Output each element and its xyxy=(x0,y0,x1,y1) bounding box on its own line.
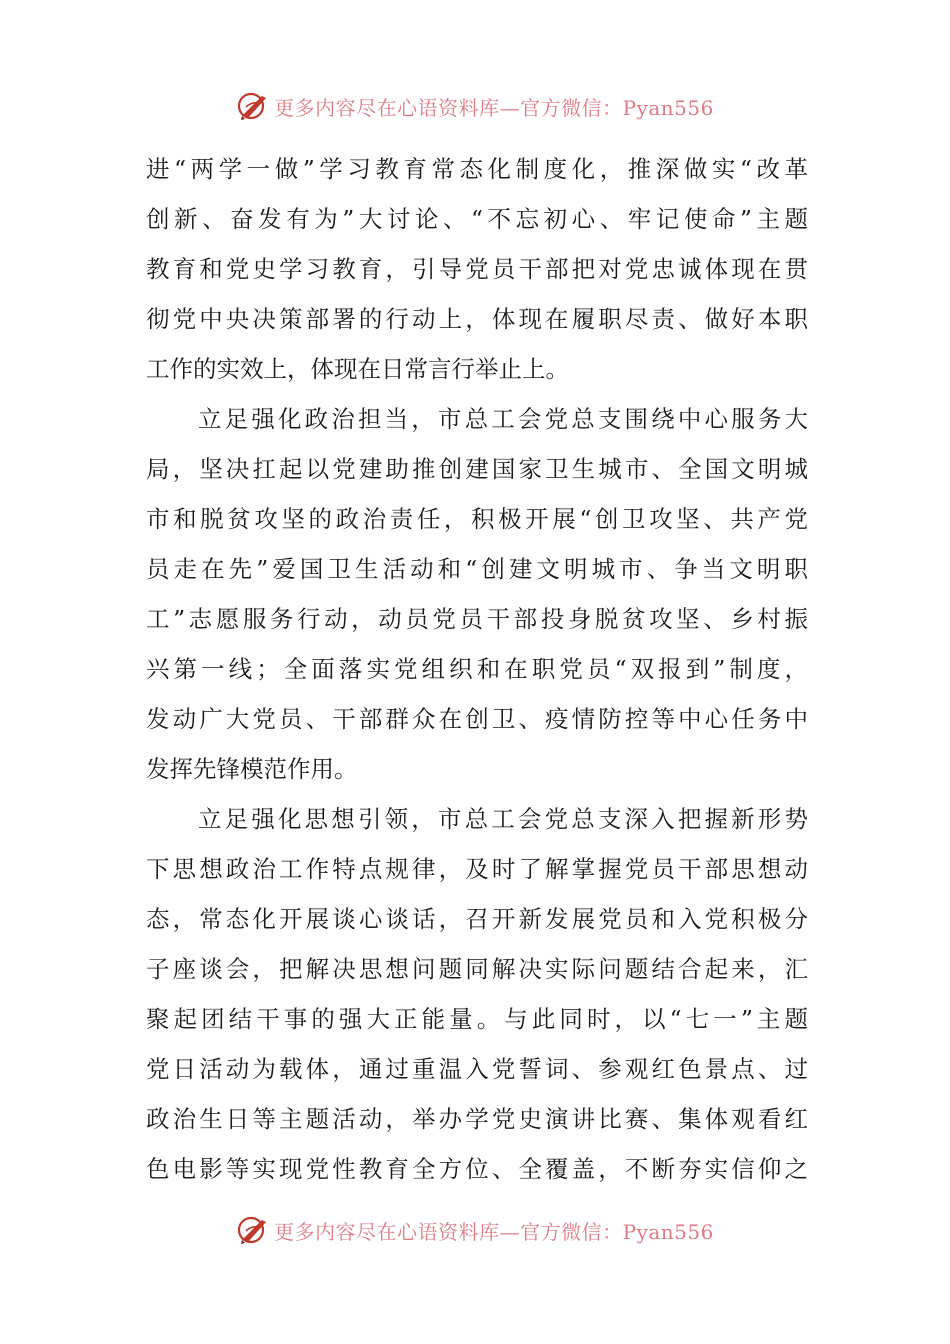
text-line: 兴第一线；全面落实党组织和在职党员“双报到”制度， xyxy=(146,655,808,683)
text-line: 下思想政治工作特点规律，及时了解掌握党员干部思想动 xyxy=(146,855,808,883)
text-line: 态，常态化开展谈心谈话，召开新发展党员和入党积极分 xyxy=(146,905,808,933)
body-text xyxy=(146,144,808,1194)
paragraph-first-line: 立足强化思想引领，市总工会党总支深入把握新形势 xyxy=(198,805,808,833)
pen-logo-icon xyxy=(236,1213,270,1247)
text-line: 发动广大党员、干部群众在创卫、疫情防控等中心任务中 xyxy=(146,705,808,733)
text-line: 党日活动为载体，通过重温入党誓词、参观红色景点、过 xyxy=(146,1055,808,1083)
text-line: 工”志愿服务行动，动员党员干部投身脱贫攻坚、乡村振 xyxy=(146,605,808,633)
banner-text: 更多内容尽在心语资料库—官方微信：Pyan556 xyxy=(274,95,714,120)
header-banner xyxy=(0,84,950,128)
text-line: 色电影等实现党性教育全方位、全覆盖，不断夯实信仰之 xyxy=(146,1155,808,1183)
banner-text: 更多内容尽在心语资料库—官方微信：Pyan556 xyxy=(274,1219,714,1244)
text-line: 子座谈会，把解决思想问题同解决实际问题结合起来，汇 xyxy=(146,955,808,983)
text-line: 教育和党史学习教育，引导党员干部把对党忠诚体现在贯 xyxy=(146,255,808,283)
text-line: 市和脱贫攻坚的政治责任，积极开展“创卫攻坚、共产党 xyxy=(146,505,808,533)
footer-banner xyxy=(0,1208,950,1252)
text-line: 聚起团结干事的强大正能量。与此同时，以“七一”主题 xyxy=(146,1005,808,1033)
paragraph-first-line: 立足强化政治担当，市总工会党总支围绕中心服务大 xyxy=(198,405,808,433)
text-line: 创新、奋发有为”大讨论、“不忘初心、牢记使命”主题 xyxy=(146,205,808,233)
text-line: 工作的实效上，体现在日常言行举止上。 xyxy=(146,355,569,383)
text-line: 局，坚决扛起以党建助推创建国家卫生城市、全国文明城 xyxy=(146,455,808,483)
text-line: 员走在先”爱国卫生活动和“创建文明城市、争当文明职 xyxy=(146,555,808,583)
pen-logo-icon xyxy=(236,89,270,123)
text-line: 彻党中央决策部署的行动上，体现在履职尽责、做好本职 xyxy=(146,305,808,333)
text-line: 政治生日等主题活动，举办学党史演讲比赛、集体观看红 xyxy=(146,1105,808,1133)
text-line: 进“两学一做”学习教育常态化制度化，推深做实“改革 xyxy=(146,155,808,183)
text-line: 发挥先锋模范作用。 xyxy=(146,755,358,783)
